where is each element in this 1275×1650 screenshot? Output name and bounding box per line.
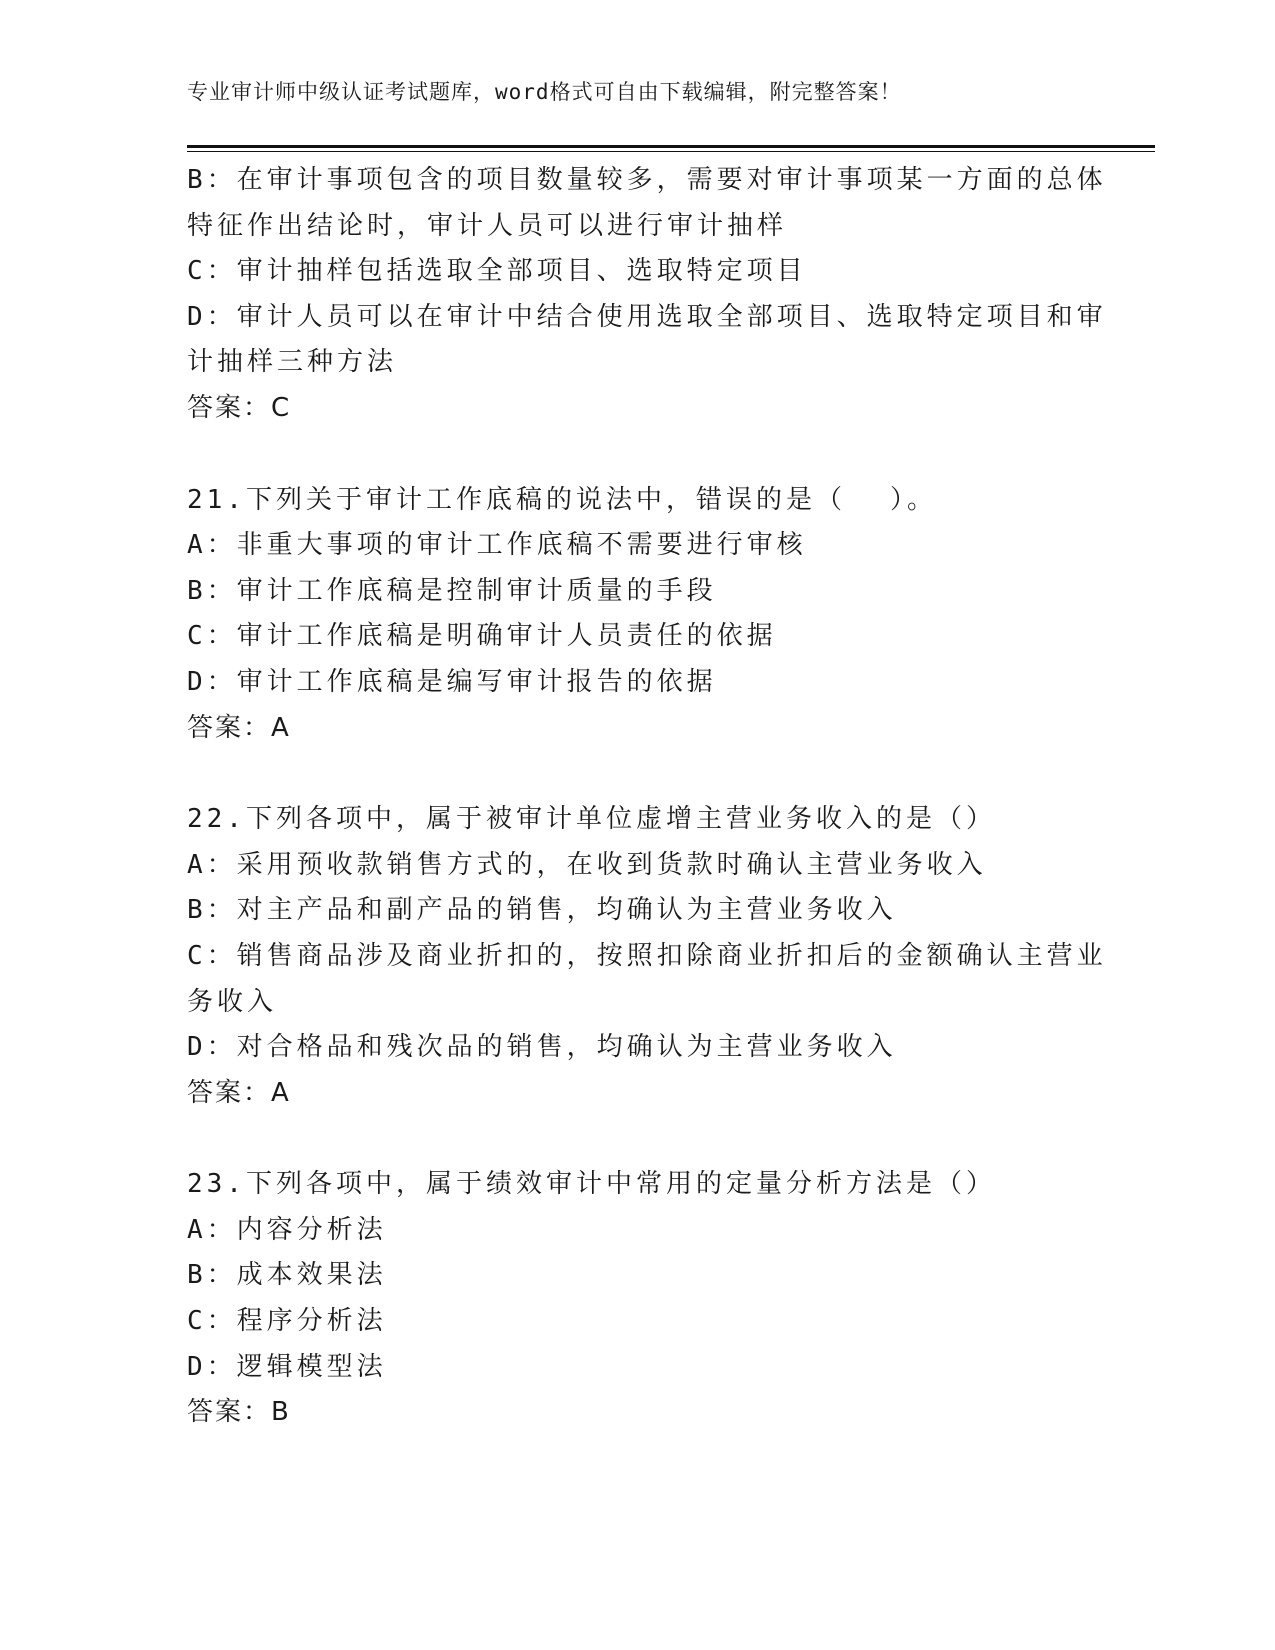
- q22-question: 22.下列各项中，属于被审计单位虚增主营业务收入的是（）: [187, 804, 996, 835]
- q23-option-b: B：成本效果法: [187, 1260, 387, 1291]
- header-rule-thin: [187, 151, 1155, 152]
- q20-option-c: C：审计抽样包括选取全部项目、选取特定项目: [187, 256, 807, 287]
- q23-option-d: D：逻辑模型法: [187, 1351, 387, 1382]
- q21-question: [187, 478, 1087, 524]
- q20-answer: 答案：C: [187, 392, 292, 423]
- page-header: 专业审计师中级认证考试题库，word格式可自由下载编辑，附完整答案！: [187, 80, 902, 104]
- spacer: [187, 432, 1087, 478]
- header-rule-thick: [187, 145, 1155, 148]
- q21-option-b: B：审计工作底稿是控制审计质量的手段: [187, 575, 717, 606]
- q20-option-d-line2: 计抽样三种方法: [187, 347, 398, 378]
- q22-option-b: B：对主产品和副产品的销售，均确认为主营业务收入: [187, 895, 897, 926]
- q23-option-c: C：程序分析法: [187, 1306, 387, 1337]
- q23-option-a: A：内容分析法: [187, 1214, 387, 1245]
- q22-answer: 答案：A: [187, 1077, 291, 1108]
- q22-option-c-line2: 务收入: [187, 986, 278, 1017]
- q21-option-a: A：非重大事项的审计工作底稿不需要进行审核: [187, 530, 807, 561]
- q22-option-a: A：采用预收款销售方式的，在收到货款时确认主营业务收入: [187, 849, 987, 880]
- question-20-block: [187, 158, 1107, 432]
- q22-option-d: D：对合格品和残次品的销售，均确认为主营业务收入: [187, 1032, 897, 1063]
- q23-question: 23.下列各项中，属于绩效审计中常用的定量分析方法是（）: [187, 1169, 996, 1200]
- question-22-block: [187, 797, 1107, 1116]
- q21-option-c: C：审计工作底稿是明确审计人员责任的依据: [187, 621, 777, 652]
- question-list: [187, 158, 1107, 1436]
- q23-answer: 答案：B: [187, 1397, 291, 1428]
- q21-option-d: D：审计工作底稿是编写审计报告的依据: [187, 666, 717, 697]
- q20-option-b-line2: 特征作出结论时，审计人员可以进行审计抽样: [187, 210, 788, 241]
- question-23-block: [187, 1162, 1087, 1436]
- q21-question-start: 21.下列关于审计工作底稿的说法中，错误的是（: [187, 484, 846, 515]
- q21-answer: 答案：A: [187, 712, 291, 743]
- spacer: [187, 751, 1087, 797]
- spacer: [187, 1116, 1087, 1162]
- q20-option-d-line1: D：审计人员可以在审计中结合使用选取全部项目、选取特定项目和审: [187, 301, 1107, 332]
- q22-option-c-line1: C：销售商品涉及商业折扣的，按照扣除商业折扣后的金额确认主营业: [187, 940, 1107, 971]
- question-21-block: [187, 478, 1087, 752]
- q20-option-b-line1: B：在审计事项包含的项目数量较多，需要对审计事项某一方面的总体: [187, 165, 1107, 195]
- q21-question-end: ）。: [889, 484, 937, 515]
